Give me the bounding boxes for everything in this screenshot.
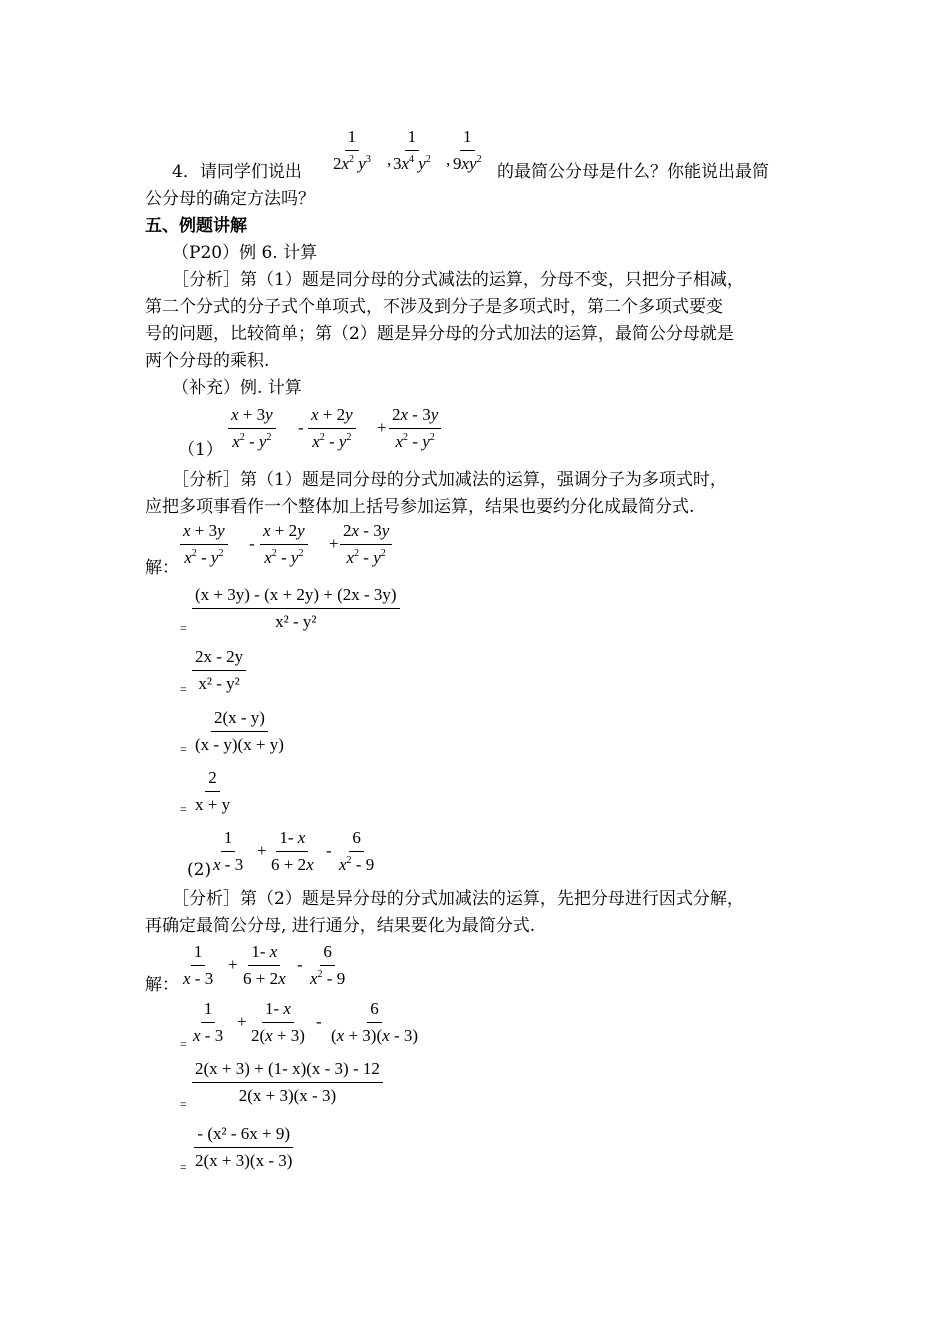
- q4-suffix: 的最简公分母是什么？你能说出最简: [497, 162, 769, 182]
- ex2-label: (2): [187, 860, 212, 880]
- equals-sign: =: [180, 1097, 187, 1111]
- equals-sign: =: [180, 802, 187, 816]
- q4-fraction-3: $\frac{1}{9xy^2}$: [453, 127, 482, 173]
- analysis2-line1: ［分析］第（1）题是同分母的分式加减法的运算，强调分子为多项式时，: [172, 470, 727, 490]
- ex1-term1: $\frac{x + 3y}{x^2 - y^2}$: [228, 404, 276, 453]
- sol1-step2: $\frac{2x - 2y}{\text{x² - y²}}$: [192, 646, 246, 695]
- analysis3-line2: 再确定最简公分母, 进行通分，结果要化为最简分式.: [145, 916, 536, 936]
- ex1-term3: $\frac{2x - 3y}{x^2 - y^2}$: [389, 404, 441, 453]
- sol2-step3: $\frac{\text{- (x² - 6x + 9)}}{2(x + 3)(x - 3)}$: [195, 1124, 293, 1170]
- equals-sign: =: [180, 682, 187, 696]
- analysis1-line2: 第二个分式的分子式个单项式，不涉及到分子是多项式时，第二个多项式要变: [145, 297, 723, 317]
- ex1-label: （1）: [178, 440, 223, 460]
- ex2-term2: $\frac{1- x}{6 + 2x}$: [271, 828, 314, 874]
- sol2-term1: $\frac{1}{x - 3}$: [183, 942, 214, 988]
- analysis2-line2: 应把多项事看作一个整体加上括号参加运算，结果也要约分化成最简分式.: [145, 497, 695, 517]
- sol1-step1: $\frac{(x + 3y) - (x + 2y) + (2x - 3y)}{\text{x² - y²}}$: [192, 584, 400, 633]
- analysis1-line3: 号的问题，比较简单；第（2）题是异分母的分式加法的运算，最简公分母就是: [145, 324, 734, 344]
- ex1-term2: $\frac{x + 2y}{x^2 - y^2}$: [308, 404, 356, 453]
- sol2-step1-term3: $\frac{6}{(x + 3)(x - 3)}$: [331, 999, 419, 1045]
- equals-sign: =: [180, 1037, 187, 1051]
- sol2-step1-term1: $\frac{1}{x - 3}$: [193, 999, 224, 1045]
- sol2-term3: $\frac{6}{x^2 - 9}$: [310, 942, 346, 988]
- equals-sign: =: [180, 1160, 187, 1174]
- q4-fraction-1: $\frac{1}{2x^2 y^3}$: [333, 127, 371, 173]
- analysis1-line1: ［分析］第（1）题是同分母的分式减法的运算，分母不变，只把分子相减，: [172, 270, 744, 290]
- solution2-label: 解：: [145, 975, 179, 995]
- p20-example: （P20）例 6. 计算: [172, 243, 318, 263]
- sol1-term1: $\frac{x + 3y}{x^2 - y^2}$: [180, 520, 228, 569]
- solution1-label: 解：: [145, 558, 179, 578]
- analysis3-line1: ［分析］第（2）题是异分母的分式加减法的运算，先把分母进行因式分解，: [172, 889, 744, 909]
- sol1-step3: $\frac{2(x - y)}{(x - y)(x + y)}$: [195, 708, 284, 754]
- equals-sign: =: [180, 621, 187, 635]
- q4-fraction-2: $\frac{1}{3x^4 y^2}$: [393, 127, 431, 173]
- sol2-step1-term2: $\frac{1- x}{2(x + 3)}$: [251, 999, 305, 1045]
- ex2-term1: $\frac{1}{x - 3}$: [213, 828, 244, 874]
- equals-sign: =: [180, 742, 187, 756]
- sol2-step2: $\frac{2(x + 3) + (1- x)(x - 3) - 12}{2(x + 3)(x - 3)}$: [192, 1058, 383, 1107]
- ex2-term3: $\frac{6}{x^2 - 9}$: [339, 828, 375, 874]
- sol1-step4: $\frac{2}{x + y}$: [195, 768, 231, 814]
- analysis1-line4: 两个分母的乘积.: [145, 351, 270, 371]
- section-title: 五、例题讲解: [145, 216, 247, 236]
- sol1-term2: $\frac{x + 2y}{x^2 - y^2}$: [260, 520, 308, 569]
- sol1-term3: $\frac{2x - 3y}{x^2 - y^2}$: [340, 520, 392, 569]
- q4-prefix: 4．请同学们说出: [172, 162, 302, 182]
- supplement-example: （补充）例. 计算: [172, 378, 302, 398]
- q4-line2: 公分母的确定方法吗？: [145, 189, 315, 209]
- sol2-term2: $\frac{1- x}{6 + 2x}$: [243, 942, 286, 988]
